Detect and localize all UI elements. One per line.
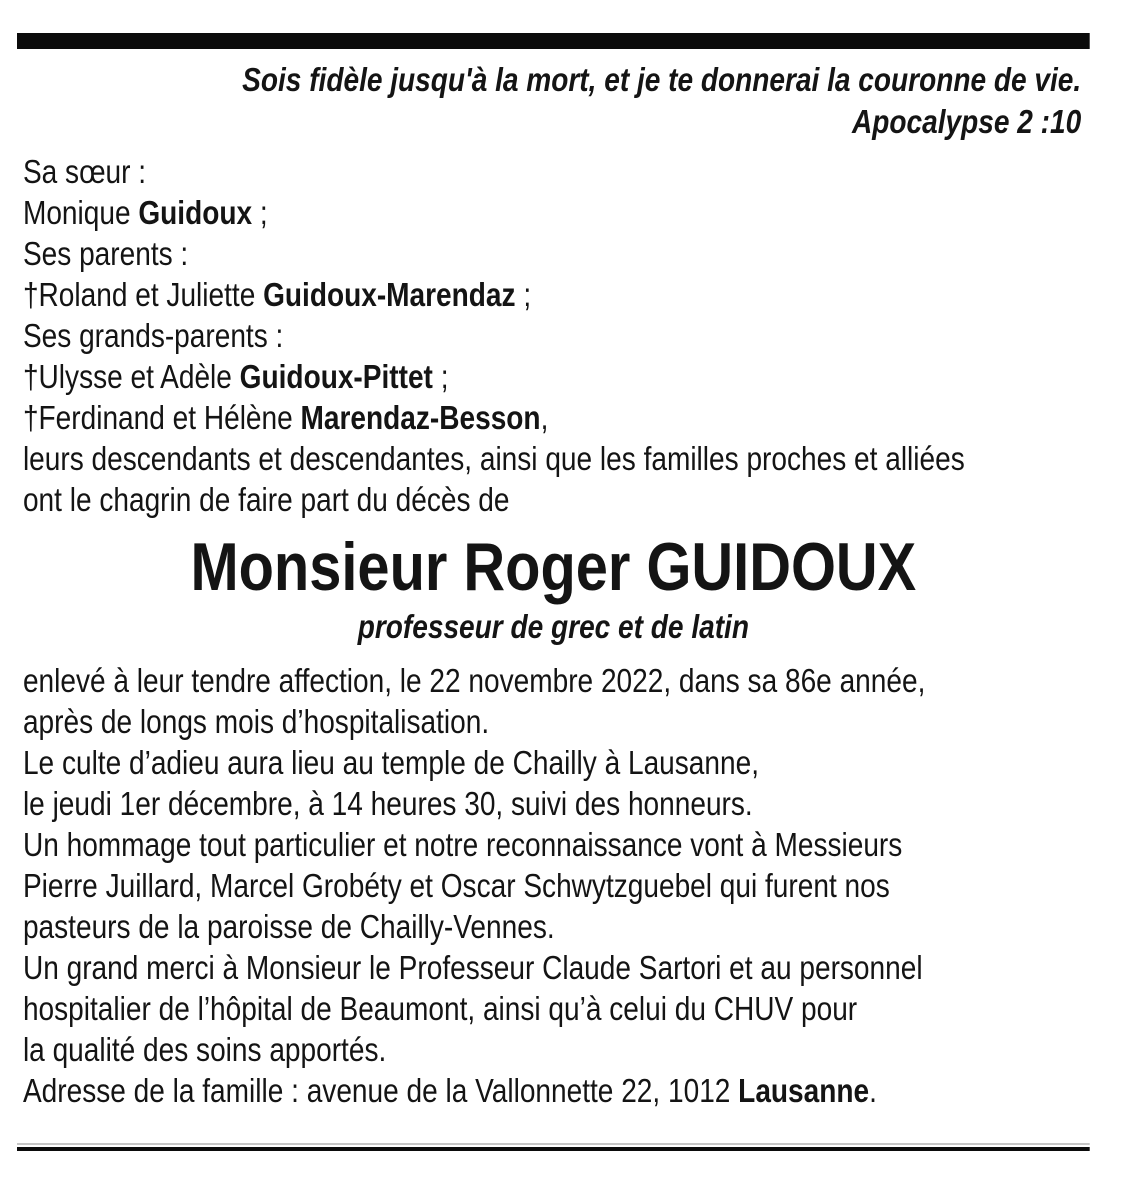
quote-line: [17, 59, 1081, 101]
family-surname: Guidoux-Pittet: [239, 358, 433, 395]
text-run: Le culte d’adieu aura lieu au temple de Chailly à Lausanne,: [22, 744, 759, 781]
notice-content: [17, 33, 1090, 1151]
family-line: [23, 438, 1090, 479]
address-city: Lausanne: [738, 1072, 870, 1109]
text-run: Ses grands-parents :: [22, 317, 284, 354]
text-run: ont le chagrin de faire part du décès de: [22, 481, 510, 518]
text-run: Sa sœur :: [22, 153, 147, 190]
text-run: Monique: [22, 194, 139, 231]
family-line: [23, 151, 1090, 192]
family-surname: Marendaz-Besson: [300, 399, 541, 436]
family-line: [23, 479, 1090, 520]
bottom-rule-dark: [17, 1147, 1090, 1151]
text-run: ;: [432, 358, 449, 395]
family-line: [23, 192, 1090, 233]
text-run: Adresse de la famille : avenue de la Vallonnette 22, 1012: [22, 1072, 739, 1109]
body-line: [23, 701, 1090, 742]
text-run: †Roland et Juliette: [22, 276, 264, 313]
body-line: [23, 742, 1090, 783]
text-run: le jeudi 1er décembre, à 14 heures 30, suivi des honneurs.: [22, 785, 753, 822]
notice-body: [17, 660, 1090, 1111]
body-line: [23, 988, 1090, 1029]
text-run: après de longs mois d’hospitalisation.: [22, 703, 490, 740]
family-line: [23, 397, 1090, 438]
text-run: Ses parents :: [22, 235, 189, 272]
text-run: ;: [252, 194, 268, 231]
body-line: [23, 865, 1090, 906]
body-line: [23, 660, 1090, 701]
body-line: [23, 824, 1090, 865]
text-run: †Ferdinand et Hélène: [22, 399, 301, 436]
body-line: [23, 906, 1090, 947]
text-run: Un hommage tout particulier et notre reconnaissance vont à Messieurs: [22, 826, 903, 863]
quote-reference-text: Apocalypse 2 :10: [852, 103, 1082, 140]
quote-reference: [17, 101, 1081, 143]
body-line: [23, 1029, 1090, 1070]
text-run: Un grand merci à Monsieur le Professeur Claude Sartori et au personnel: [22, 949, 923, 986]
text-run: Pierre Juillard, Marcel Grobéty et Oscar Schwytzguebel qui furent nos: [22, 867, 890, 904]
top-rule-bar: [17, 33, 1090, 49]
family-line: [23, 315, 1090, 356]
family-surname: Guidoux: [138, 194, 253, 231]
family-line: [23, 274, 1090, 315]
text-run: enlevé à leur tendre affection, le 22 novembre 2022, dans sa 86e année,: [22, 662, 926, 699]
scripture-quote: [17, 59, 1090, 143]
text-run: ;: [515, 276, 532, 313]
family-line: [23, 233, 1090, 274]
family-list: [17, 151, 1090, 520]
text-run: .: [869, 1072, 877, 1109]
family-line: [23, 356, 1090, 397]
bottom-rule-light: [17, 1143, 1090, 1145]
deceased-name: Monsieur Roger GUIDOUX: [190, 529, 917, 605]
notice-column: [17, 33, 1090, 1151]
family-surname: Guidoux-Marendaz: [263, 276, 516, 313]
text-run: ,: [540, 399, 549, 436]
text-run: hospitalier de l’hôpital de Beaumont, ainsi qu’à celui du CHUV pour: [22, 990, 858, 1027]
deceased-profession: professeur de grec et de latin: [357, 608, 749, 645]
text-run: leurs descendants et descendantes, ainsi que les familles proches et alliées: [22, 440, 965, 477]
text-run: †Ulysse et Adèle: [22, 358, 240, 395]
body-line: [23, 783, 1090, 824]
text-run: pasteurs de la paroisse de Chailly-Vennes.: [22, 908, 555, 945]
bottom-rule: [17, 1143, 1090, 1151]
family-address-line: [23, 1070, 1090, 1111]
body-line: [23, 947, 1090, 988]
quote-text: Sois fidèle jusqu'à la mort, et je te donnerai la couronne de vie.: [242, 61, 1082, 98]
text-run: la qualité des soins apportés.: [22, 1031, 387, 1068]
